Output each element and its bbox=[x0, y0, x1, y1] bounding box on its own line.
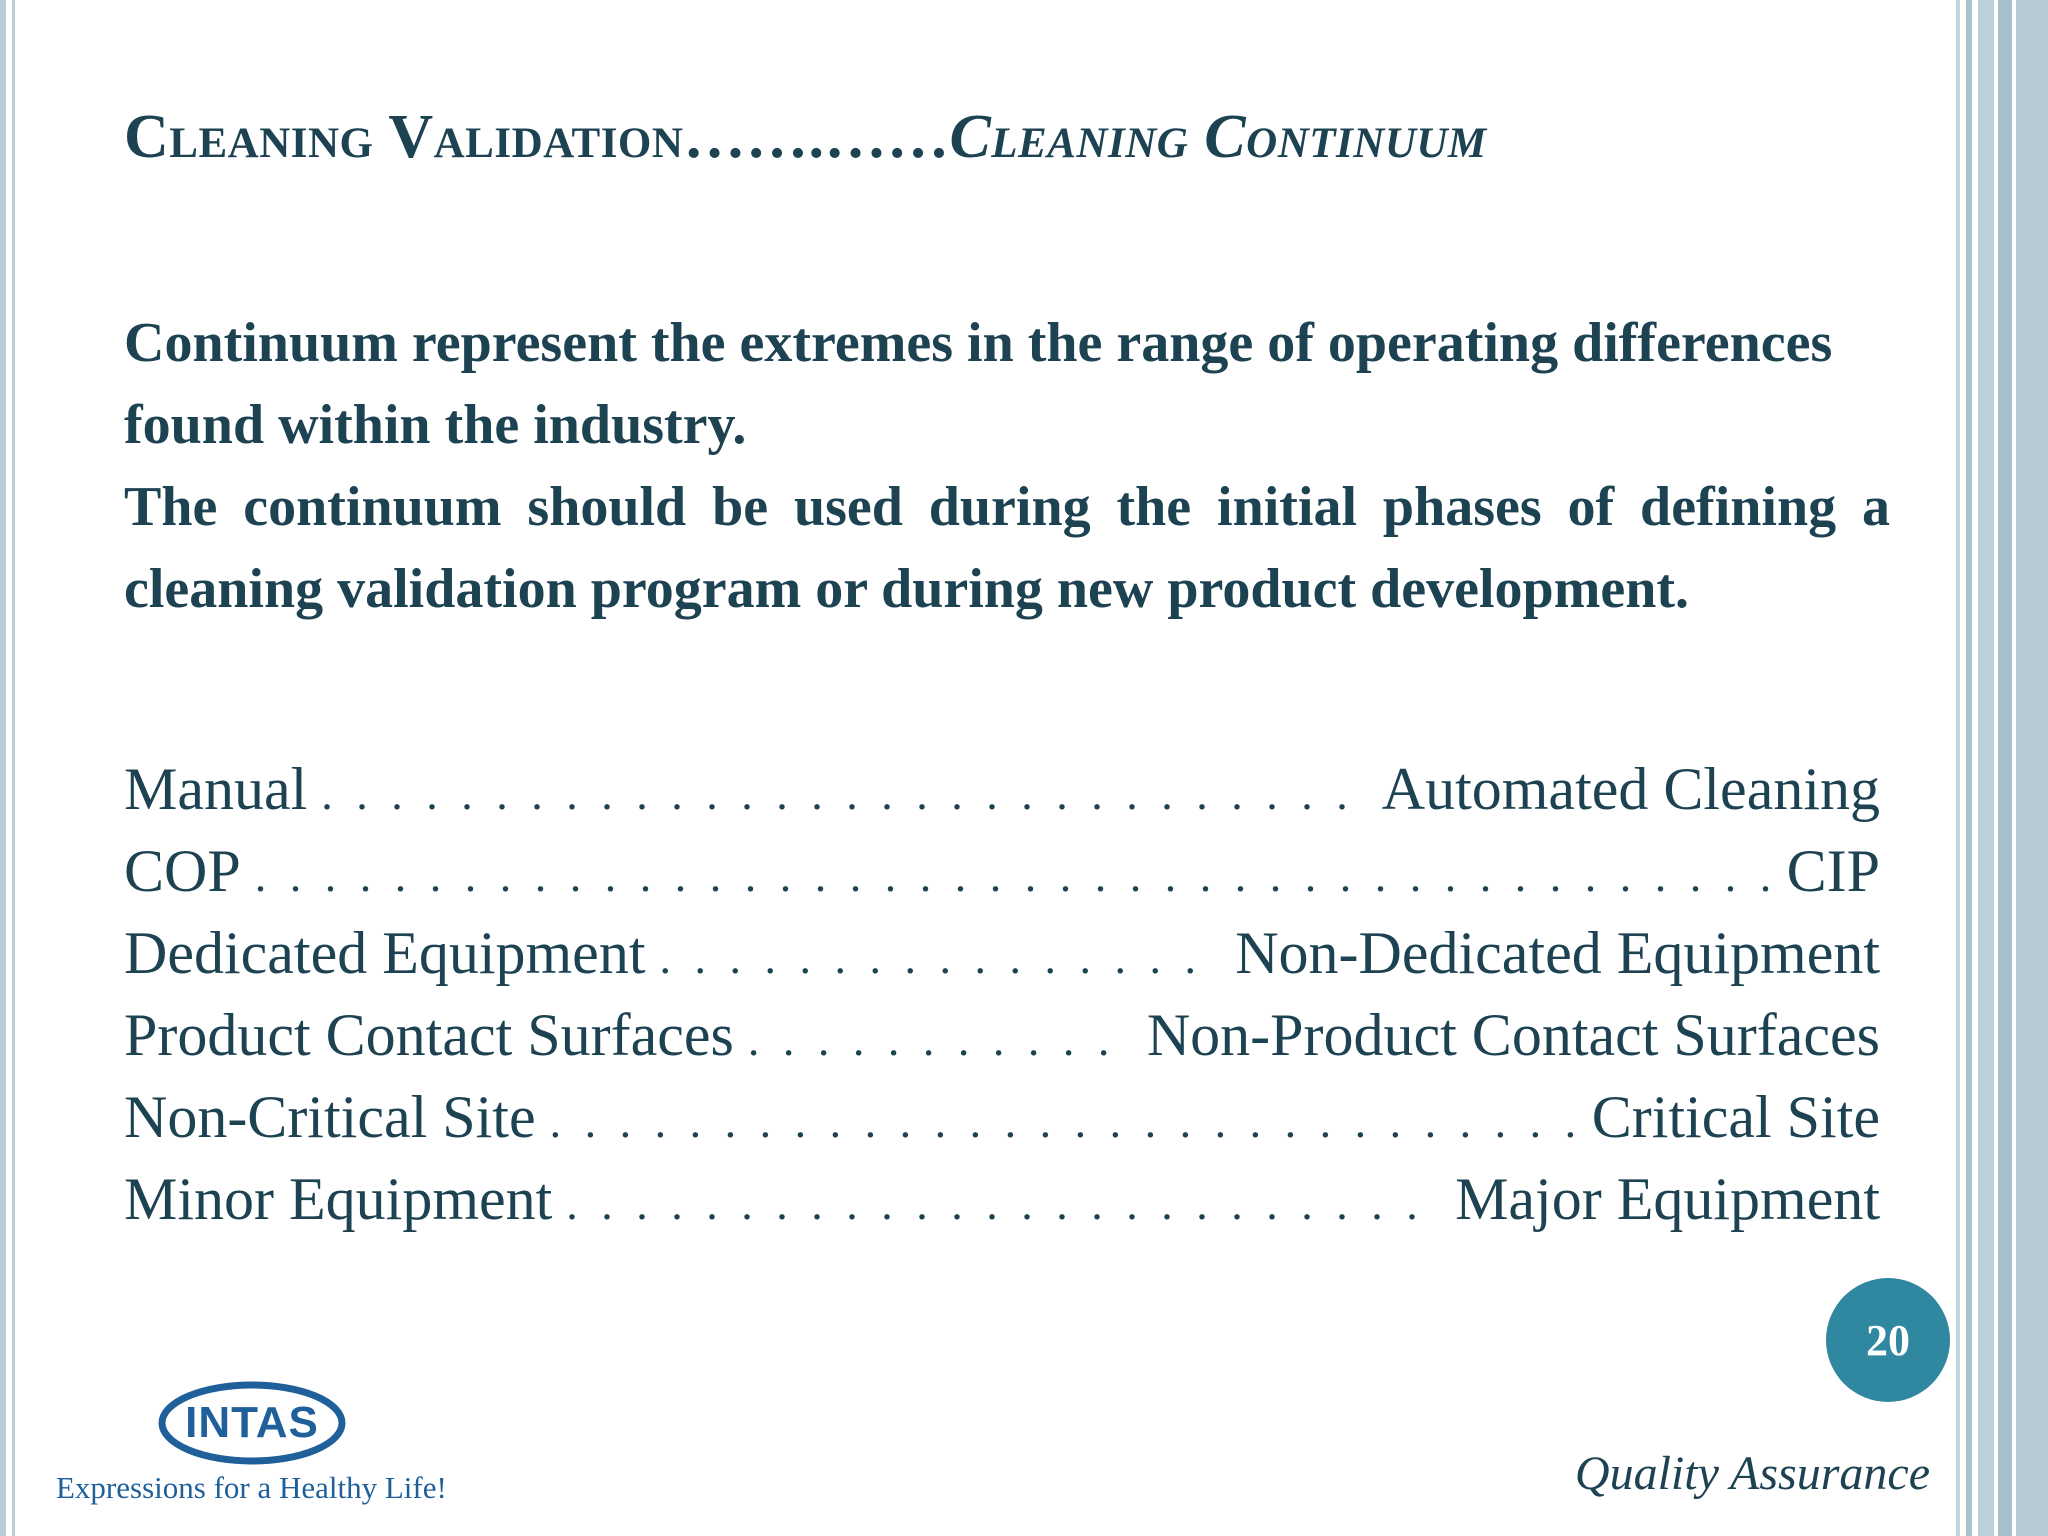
intro-paragraph-1: Continuum represent the extremes in the range of operating differences found within the industry. bbox=[124, 312, 1833, 456]
continuum-right: Non-Dedicated Equipment bbox=[1235, 920, 1880, 986]
continuum-left: COP bbox=[124, 838, 241, 904]
left-border-rule bbox=[0, 0, 6, 1536]
leader-dots bbox=[566, 1163, 1441, 1245]
intro-paragraph-2: The continuum should be used during the initial phases of defining a cleaning validation program or during new product development. bbox=[124, 476, 1890, 620]
continuum-left: Product Contact Surfaces bbox=[124, 1002, 734, 1068]
leader-dots bbox=[321, 753, 1367, 835]
leader-dots bbox=[255, 835, 1773, 917]
leader-dots bbox=[748, 999, 1133, 1081]
slide-title bbox=[124, 102, 1934, 173]
footer-department: Quality Assurance bbox=[1574, 1447, 1930, 1500]
continuum-right: Non-Product Contact Surfaces bbox=[1146, 1002, 1880, 1068]
continuum-left: Minor Equipment bbox=[124, 1166, 553, 1232]
continuum-right: Critical Site bbox=[1591, 1084, 1880, 1150]
continuum-left: Dedicated Equipment bbox=[124, 920, 646, 986]
continuum-list bbox=[124, 748, 1880, 1240]
title-dots: …….…… bbox=[683, 103, 950, 171]
continuum-row bbox=[124, 994, 1880, 1076]
leader-dots bbox=[659, 917, 1221, 999]
right-border-rule bbox=[1978, 0, 1994, 1536]
continuum-left: Manual bbox=[124, 756, 308, 822]
intas-logo bbox=[156, 1380, 348, 1466]
left-border-rule-thin bbox=[12, 0, 15, 1536]
title-main: Cleaning Validation bbox=[124, 103, 684, 171]
intro-text bbox=[124, 302, 1890, 630]
continuum-row bbox=[124, 1158, 1880, 1240]
continuum-right: Major Equipment bbox=[1455, 1166, 1880, 1232]
page-number: 20 bbox=[1866, 1315, 1910, 1365]
right-border-rule bbox=[1998, 0, 2012, 1536]
continuum-row bbox=[124, 912, 1880, 994]
right-border-rule bbox=[1956, 0, 1960, 1536]
continuum-row bbox=[124, 1076, 1880, 1158]
continuum-right: CIP bbox=[1786, 838, 1880, 904]
leader-dots bbox=[550, 1081, 1578, 1163]
right-border-rule bbox=[2016, 0, 2048, 1536]
continuum-right: Automated Cleaning bbox=[1381, 756, 1880, 822]
logo-name: INTAS bbox=[185, 1398, 319, 1447]
page-number-badge bbox=[1826, 1278, 1950, 1402]
title-subtitle: Cleaning Continuum bbox=[949, 103, 1487, 171]
continuum-row bbox=[124, 830, 1880, 912]
right-border-rule bbox=[1966, 0, 1972, 1536]
continuum-row bbox=[124, 748, 1880, 830]
logo-tagline: Expressions for a Healthy Life! bbox=[56, 1470, 447, 1505]
continuum-left: Non-Critical Site bbox=[124, 1084, 536, 1150]
